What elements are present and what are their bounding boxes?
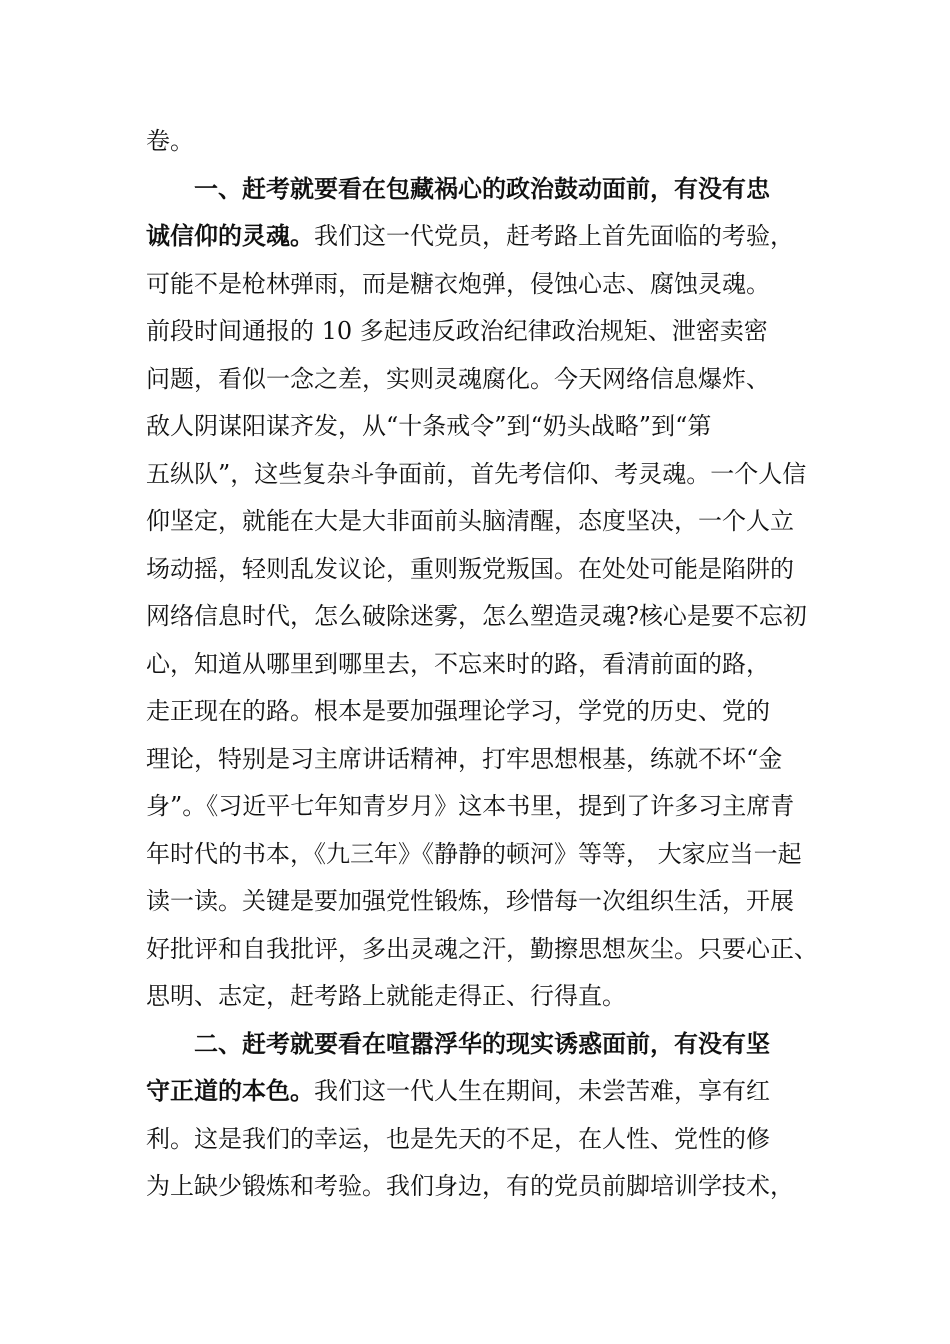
text-line-17 — [146, 878, 830, 926]
text-line-21 — [146, 1068, 830, 1116]
line-text: 我们这一代党员，赶考路上首先面临的考验， — [314, 222, 794, 250]
text-line-4 — [146, 261, 830, 309]
heading-text: 一、赶考就要看在包藏祸心的政治鼓动面前，有没有忠 — [194, 174, 770, 203]
line-text: 场动摇，轻则乱发议论，重则叛党叛国。在处处可能是陷阱的 — [146, 554, 794, 583]
text-line-3 — [146, 213, 830, 261]
line-text: 年时代的书本，《九三年》《静静的顿河》等等， 大家应当一起 — [146, 839, 802, 868]
text-line-19 — [146, 973, 830, 1021]
line-text: 思明、志定，赶考路上就能走得正、行得直。 — [146, 982, 626, 1010]
line-text: 可能不是枪林弹雨，而是糖衣炮弹，侵蚀心志、腐蚀灵魂。 — [146, 269, 770, 298]
text-line-7 — [146, 403, 830, 451]
line-text: 理论，特别是习主席讲话精神，打牢思想根基，练就不坏“金 — [146, 744, 783, 773]
line-text: 我们这一代人生在期间，未尝苦难，享有红 — [314, 1077, 770, 1105]
section-heading-2 — [146, 1021, 830, 1069]
heading-text: 诚信仰的灵魂。 — [146, 222, 314, 250]
line-text: 身”。《习近平七年知青岁月》这本书里，提到了许多习主席青 — [146, 792, 795, 820]
line-text: 心，知道从哪里到哪里去，不忘来时的路，看清前面的路， — [146, 649, 770, 678]
line-text: 网络信息时代，怎么破除迷雾，怎么塑造灵魂?核心是要不忘初 — [146, 602, 807, 630]
line-text: 利。这是我们的幸运，也是先天的不足，在人性、党性的修 — [146, 1124, 770, 1153]
text-line-22 — [146, 1116, 830, 1164]
line-text: 好批评和自我批评，多出灵魂之汗，勤擦思想灰尘。只要心正、 — [146, 934, 818, 963]
text-line-11 — [146, 593, 830, 641]
text-line-23 — [146, 1163, 830, 1211]
text-line-13 — [146, 688, 830, 736]
text-line-10 — [146, 546, 830, 594]
line-text: 敌人阴谋阳谋齐发，从“十条戒令”到“奶头战略”到“第 — [146, 412, 712, 440]
line-text: 仰坚定，就能在大是大非面前头脑清醒，态度坚决，一个人立 — [146, 507, 794, 535]
line-text: 读一读。关键是要加强党性锻炼，珍惜每一次组织生活，开展 — [146, 887, 794, 915]
line-text: 问题，看似一念之差，实则灵魂腐化。今天网络信息爆炸、 — [146, 364, 770, 393]
text-line-1 — [146, 118, 830, 166]
document-body — [146, 118, 830, 1211]
heading-text: 守正道的本色。 — [146, 1077, 314, 1105]
line-text: 五纵队”，这些复杂斗争面前，首先考信仰、考灵魂。一个人信 — [146, 459, 807, 488]
line-text: 走正现在的路。根本是要加强理论学习，学党的历史、党的 — [146, 697, 770, 725]
text-line-14 — [146, 736, 830, 784]
heading-text: 二、赶考就要看在喧嚣浮华的现实诱惑面前，有没有坚 — [194, 1029, 770, 1058]
text-line-6 — [146, 356, 830, 404]
line-text: 前段时间通报的 10 多起违反政治纪律政治规矩、泄密卖密 — [146, 317, 768, 345]
line-text: 卷。 — [146, 127, 194, 155]
section-heading-1 — [146, 166, 830, 214]
text-line-12 — [146, 641, 830, 689]
text-line-8 — [146, 451, 830, 499]
text-line-15 — [146, 783, 830, 831]
text-line-5 — [146, 308, 830, 356]
text-line-18 — [146, 926, 830, 974]
line-text: 为上缺少锻炼和考验。我们身边，有的党员前脚培训学技术， — [146, 1172, 794, 1200]
text-line-16 — [146, 831, 830, 879]
text-line-9 — [146, 498, 830, 546]
